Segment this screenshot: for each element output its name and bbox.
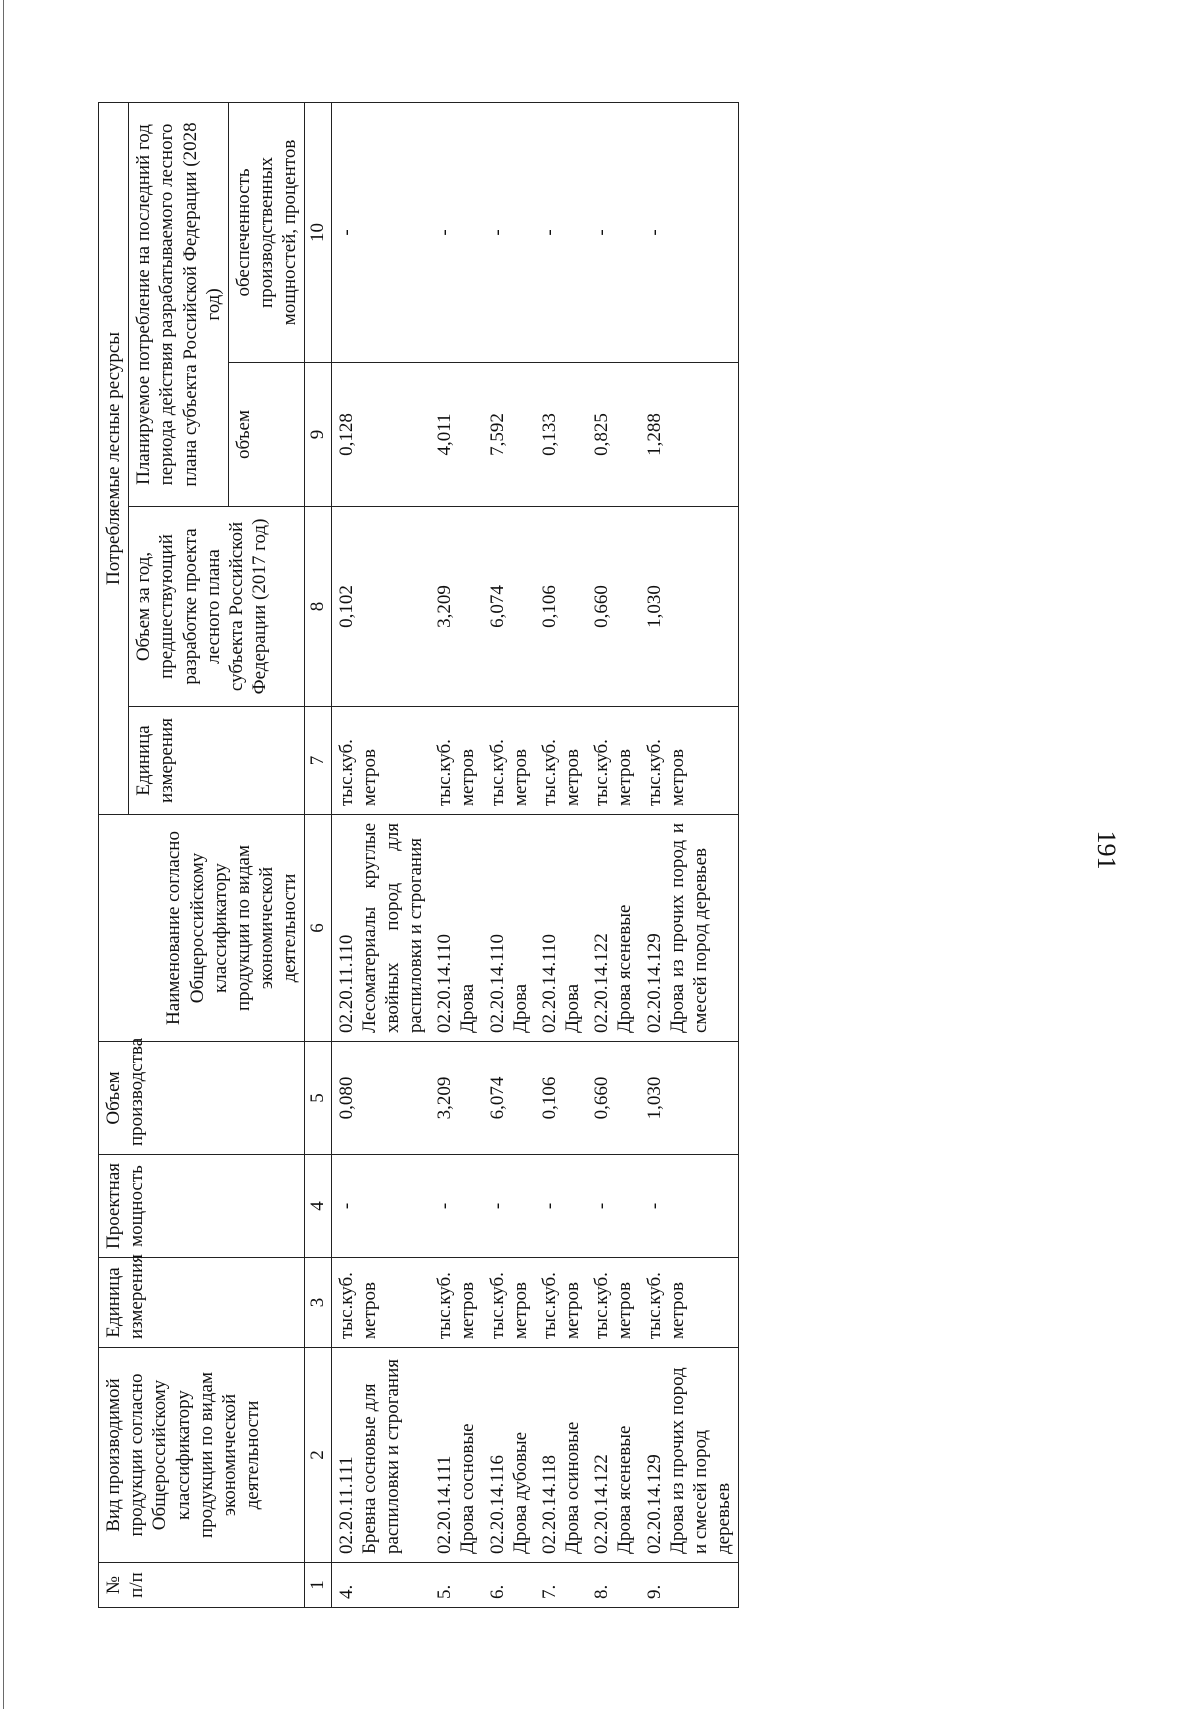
provision-cell: - [430,102,482,362]
capacity-cell: - [587,1155,639,1258]
header-number: № п/п [99,1563,305,1608]
header-capacity: Проектная мощность [99,1155,305,1258]
rotated-table-container [98,103,968,1608]
okpd-code: 02.20.14.110 [434,933,456,1033]
column-number: 9 [305,363,331,507]
column-number: 4 [305,1155,331,1258]
okpd-name: Лесоматериалы круглые хвойных пород для распиловки и строгания [358,823,427,1033]
volume-cell: 0,106 [535,1042,587,1155]
row-number: 8. [587,1563,639,1608]
okpd-name: Дрова [457,983,479,1033]
unit-cell: тыс.куб. метров [430,1258,482,1348]
volume-cell: 1,030 [640,1042,739,1155]
product-name: Дрова ясеневые [614,1425,636,1554]
product-code: 02.20.14.129 [643,1454,665,1554]
capacity-cell: - [640,1155,739,1258]
product-cell [483,1348,535,1563]
unit-cell: тыс.куб. метров [535,1258,587,1348]
unit-cell: тыс.куб. метров [483,1258,535,1348]
okpd-cell [640,815,739,1042]
column-number: 10 [305,102,331,362]
header-production-volume: Объем производства [99,1042,305,1155]
product-name: Дрова осиновые [562,1421,584,1554]
unit-cell: тыс.куб. метров [640,1258,739,1348]
provision-cell: - [331,102,430,362]
header-consumed-resources: Потребляемые лесные ресурсы [99,102,129,814]
volume-2017-cell: 0,106 [535,507,587,707]
okpd-cell [331,815,430,1042]
header-planned-consumption: Планируемое потребление на последний год периода действия разрабатываемого лесного плана субъекта Российской Федерации (2028 год) [129,102,229,506]
okpd-code: 02.20.14.110 [486,933,508,1033]
unit2-cell: тыс.куб. метров [640,707,739,815]
provision-cell: - [483,102,535,362]
column-number: 2 [305,1348,331,1563]
table-row [331,102,430,1607]
column-number: 1 [305,1563,331,1608]
product-name: Бревна сосновые для распиловки и строгания [358,1359,403,1554]
okpd-code: 02.20.14.129 [643,933,665,1033]
unit2-cell: тыс.куб. метров [587,707,639,815]
product-code: 02.20.14.122 [591,1454,613,1554]
unit2-cell: тыс.куб. метров [483,707,535,815]
unit2-cell: тыс.куб. метров [331,707,430,815]
okpd-cell [430,815,482,1042]
product-name: Дрова из прочих пород и смесей пород деревьев [666,1367,735,1554]
header-product-type: Вид производимой продукции согласно Общероссийскому классификатору продукции по видам экономической деятельности [99,1348,305,1563]
volume-2017-cell: 6,074 [483,507,535,707]
product-code: 02.20.14.118 [538,1454,560,1554]
unit-cell: тыс.куб. метров [331,1258,430,1348]
header-provision: обеспеченность производственных мощностей, процентов [228,102,305,362]
header-volume-2017: Объем за год, предшествующий разработке проекта лесного плана субъекта Российской Федерации (2017 год) [129,507,305,707]
header-volume-2028: объем [228,363,305,507]
unit2-cell: тыс.куб. метров [430,707,482,815]
okpd-name: Дрова из прочих пород и смесей пород деревьев [666,823,711,1033]
capacity-cell: - [483,1155,535,1258]
provision-cell: - [535,102,587,362]
volume-2017-cell: 3,209 [430,507,482,707]
table-header [99,102,332,1607]
column-number: 8 [305,507,331,707]
volume-cell: 3,209 [430,1042,482,1155]
okpd-cell [483,815,535,1042]
volume-2028-cell: 0,825 [587,363,639,507]
column-number: 7 [305,707,331,815]
product-name: Дрова дубовые [509,1431,531,1554]
table-row [430,102,482,1607]
row-number: 5. [430,1563,482,1608]
row-number: 6. [483,1563,535,1608]
capacity-cell: - [430,1155,482,1258]
page-number: 191 [1092,830,1121,870]
volume-2028-cell: 0,133 [535,363,587,507]
volume-2028-cell: 0,128 [331,363,430,507]
okpd-code: 02.20.14.110 [538,933,560,1033]
product-cell [587,1348,639,1563]
product-code: 02.20.14.111 [434,1455,456,1554]
volume-2028-cell: 1,288 [640,363,739,507]
table-row [535,102,587,1607]
header-unit-2: Единица измерения [129,707,305,815]
okpd-name: Дрова [509,983,531,1033]
okpd-cell [535,815,587,1042]
volume-cell: 6,074 [483,1042,535,1155]
volume-2017-cell: 0,660 [587,507,639,707]
capacity-cell: - [535,1155,587,1258]
column-number: 6 [305,815,331,1042]
okpd-name: Дрова ясеневые [614,904,636,1033]
volume-2017-cell: 1,030 [640,507,739,707]
row-number: 4. [331,1563,430,1608]
volume-2028-cell: 4,011 [430,363,482,507]
provision-cell: - [640,102,739,362]
volume-cell: 0,080 [331,1042,430,1155]
product-code: 02.20.14.116 [486,1454,508,1554]
okpd-name: Дрова [562,983,584,1033]
okpd-code: 02.20.14.122 [591,933,613,1033]
product-cell [640,1348,739,1563]
page-edge-line [3,0,4,1709]
unit2-cell: тыс.куб. метров [535,707,587,815]
column-number: 5 [305,1042,331,1155]
product-cell [430,1348,482,1563]
table-row [640,102,739,1607]
okpd-cell [587,815,639,1042]
okpd-code: 02.20.11.110 [335,934,357,1033]
product-cell [331,1348,430,1563]
table-row [483,102,535,1607]
column-number: 3 [305,1258,331,1348]
header-unit: Единица измерения [99,1258,305,1348]
forest-resources-table [98,102,739,1608]
volume-2017-cell: 0,102 [331,507,430,707]
product-code: 02.20.11.111 [335,1456,357,1554]
row-number: 9. [640,1563,739,1608]
header-okpd-name: Наименование согласно Общероссийскому классификатору продукции по видам экономической деятельности [99,815,305,1042]
volume-cell: 0,660 [587,1042,639,1155]
provision-cell: - [587,102,639,362]
table-body [331,102,739,1607]
volume-2028-cell: 7,592 [483,363,535,507]
unit-cell: тыс.куб. метров [587,1258,639,1348]
table-row [587,102,639,1607]
row-number: 7. [535,1563,587,1608]
product-name: Дрова сосновые [457,1423,479,1554]
product-cell [535,1348,587,1563]
column-number-row [305,102,331,1607]
capacity-cell: - [331,1155,430,1258]
